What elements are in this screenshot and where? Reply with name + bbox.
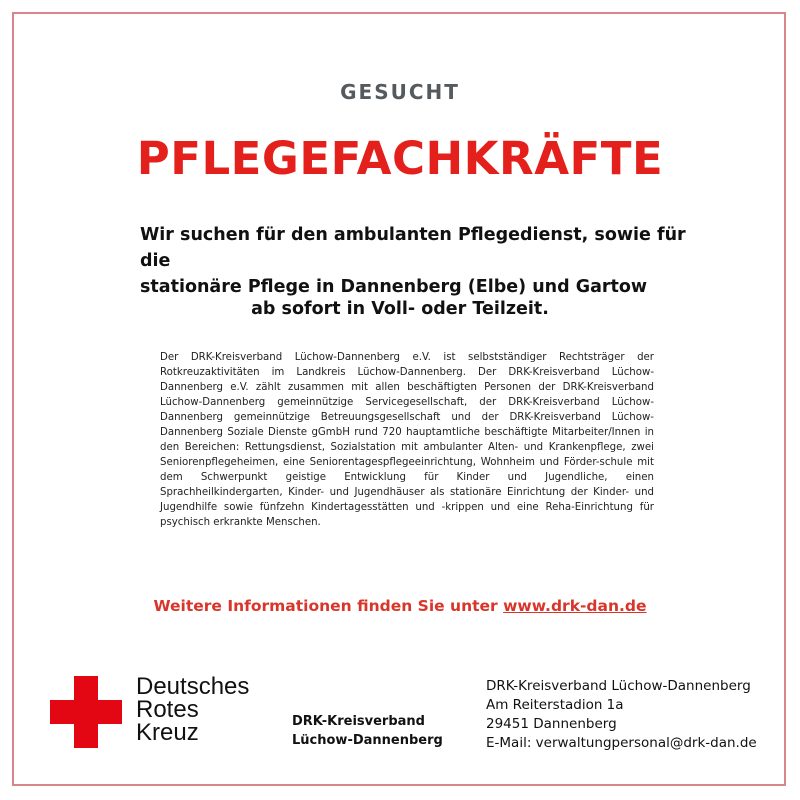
red-cross-icon — [50, 676, 122, 748]
logo-line-2: Rotes — [136, 696, 199, 723]
logo-line-1: Deutsches — [136, 673, 250, 700]
intro-line-2: stationäre Pflege in Dannenberg (Elbe) und Gartow — [140, 277, 648, 297]
info-line — [0, 597, 800, 615]
website-link[interactable]: www.drk-dan.de — [503, 597, 647, 615]
kicker-text: GESUCHT — [340, 80, 460, 104]
contact-block — [486, 677, 757, 753]
logo-line-3: Kreuz — [136, 719, 199, 746]
availability-text: ab sofort in Voll- oder Teilzeit. — [251, 299, 549, 319]
intro-line-1: Wir suchen für den ambulanten Pflegedienst, sowie für die — [140, 225, 686, 271]
contact-email[interactable]: E-Mail: verwaltungpersonal@drk-dan.de — [486, 735, 757, 751]
org-name — [292, 712, 443, 750]
contact-street: Am Reiterstadion 1a — [486, 697, 624, 713]
contact-name: DRK-Kreisverband Lüchow-Dannenberg — [486, 678, 751, 694]
body-paragraph: Der DRK-Kreisverband Lüchow-Dannenberg e.V. ist selbstständiger Rechtsträger der Rotkreuzaktivitäten im Landkreis Lüchow-Dannenberg. Der DRK-Kreisverband Lüchow-Dannenberg e.V. zählt zusammen mit allen beschäftigten Personen der DRK-Kreisverband Lüchow-Dannenberg gemeinnützige Servicegesellschaft, der DRK-Kreisverband Lüchow-Dannenberg gemeinnützige Betreuungsgesellschaft und der DRK-Kreisverband Lüchow-Dannenberg Soziale Dienste gGmbH rund 720 hauptamtliche beschäftigte Mitarbeiter/Innen in den Bereichen: Rettungsdienst, Sozialstation mit ambulanter Alten- und Krankenpflege, zwei Seniorenpflegeheimen, eine Seniorentagespflegeeinrichtung, Wohnheim und Förder-schule mit dem Schwerpunkt geistige Entwicklung für Kinder und Jugendliche, einen Sprachheilkindergarten, Kinder- und Jugendhäuser als stationäre Einrichtung der Kinder- und Jugendhilfe sowie fünfzehn Kindertagesstätten und -krippen und eine Reha-Einrichtung für psychisch erkrankte Menschen. — [160, 352, 654, 528]
page-title: PFLEGEFACHKRÄFTE — [136, 132, 664, 185]
intro-text — [140, 222, 700, 300]
contact-city: 29451 Dannenberg — [486, 716, 617, 732]
org-line-2: Lüchow-Dannenberg — [292, 733, 443, 748]
logo-wordmark — [136, 675, 249, 744]
org-line-1: DRK-Kreisverband — [292, 714, 425, 729]
red-cross-horizontal — [50, 700, 122, 724]
info-text: Weitere Informationen finden Sie unter — [153, 597, 504, 615]
